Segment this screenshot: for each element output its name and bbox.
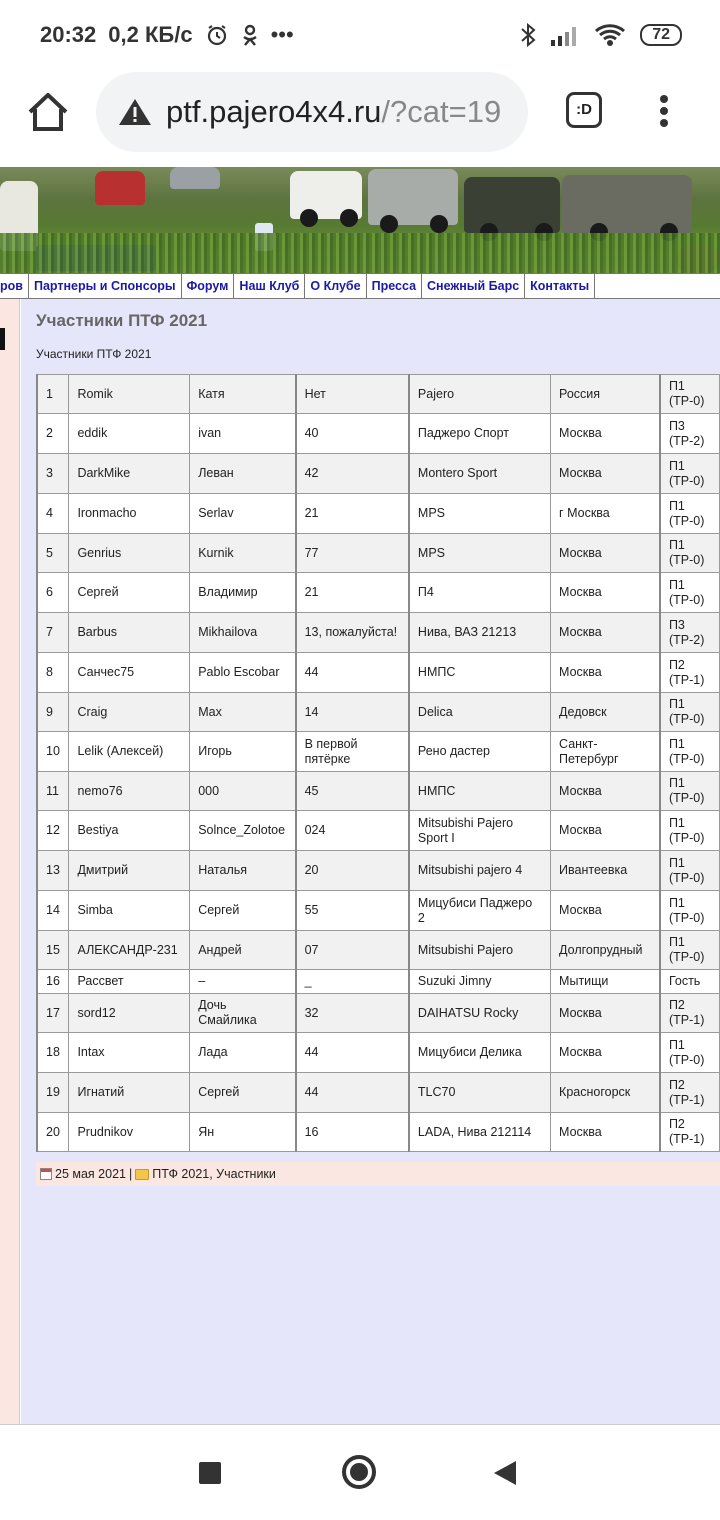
- nav-item-about[interactable]: О Клубе: [305, 274, 366, 298]
- cell-navigator: ivan: [190, 414, 296, 454]
- cell-number: 4: [37, 494, 69, 534]
- cell-city: Красногорск: [551, 1073, 660, 1113]
- android-nav-bar: [0, 1424, 720, 1520]
- table-row: [37, 811, 720, 851]
- cell-navigator: Pablo Escobar: [190, 653, 296, 693]
- cell-car: Паджеро Спорт: [409, 414, 551, 454]
- cell-nickname: Craig: [69, 693, 190, 732]
- table-row: [37, 970, 720, 994]
- table-row: [37, 891, 720, 931]
- cell-navigator: Сергей: [190, 891, 296, 931]
- cell-navigator: Дочь Смайлика: [190, 994, 296, 1033]
- site-banner-image: [0, 167, 720, 273]
- cell-city: Москва: [551, 811, 660, 851]
- table-row: [37, 732, 720, 772]
- table-row: [37, 1073, 720, 1113]
- url-domain: ptf.pajero4x4.ru: [166, 94, 382, 129]
- table-row: [37, 414, 720, 454]
- folder-icon: [135, 1169, 149, 1180]
- cell-car: Мицубиси Делика: [409, 1033, 551, 1073]
- cell-city: Москва: [551, 653, 660, 693]
- more-dots-icon: •••: [270, 22, 294, 47]
- table-row: [37, 1033, 720, 1073]
- cell-city: г Москва: [551, 494, 660, 534]
- cell-city: Москва: [551, 454, 660, 494]
- cell-number: 7: [37, 613, 69, 653]
- meta-separator: |: [128, 1167, 133, 1181]
- cell-car: LADA, Нива 212114: [409, 1113, 551, 1152]
- cell-race-number: 20: [296, 851, 409, 891]
- cell-race-number: 42: [296, 454, 409, 494]
- cell-navigator: Наталья: [190, 851, 296, 891]
- cell-class: П2 (ТР-1): [660, 1113, 720, 1152]
- page-subtitle: Участники ПТФ 2021: [36, 347, 152, 361]
- cell-city: Мытищи: [551, 970, 660, 994]
- status-speed: 0,2 КБ/с: [108, 22, 193, 47]
- table-row: [37, 454, 720, 494]
- cell-navigator: –: [190, 970, 296, 994]
- cell-navigator: Сергей: [190, 1073, 296, 1113]
- calendar-icon: [40, 1168, 52, 1180]
- cell-city: Москва: [551, 534, 660, 573]
- cell-nickname: Lelik (Алексей): [69, 732, 190, 772]
- cell-race-number: 40: [296, 414, 409, 454]
- cell-nickname: Ironmacho: [69, 494, 190, 534]
- table-row: [37, 693, 720, 732]
- cell-nickname: Сергей: [69, 573, 190, 613]
- cell-city: Санкт-Петербург: [551, 732, 660, 772]
- cell-navigator: Mikhailova: [190, 613, 296, 653]
- nav-item-snow-leopard[interactable]: Снежный Барс: [422, 274, 525, 298]
- cell-nickname: Рассвет: [69, 970, 190, 994]
- ok-icon: [241, 23, 259, 47]
- cell-nickname: Bestiya: [69, 811, 190, 851]
- cell-number: 1: [37, 375, 69, 414]
- url-path: /?cat=19: [381, 94, 502, 129]
- cell-car: НМПС: [409, 772, 551, 811]
- nav-item-partial[interactable]: ров: [0, 274, 29, 298]
- cell-race-number: 44: [296, 1073, 409, 1113]
- cell-nickname: Игнатий: [69, 1073, 190, 1113]
- cell-number: 13: [37, 851, 69, 891]
- status-bar: [0, 0, 720, 70]
- cell-car: НМПС: [409, 653, 551, 693]
- cell-nickname: sord12: [69, 994, 190, 1033]
- cell-car: Suzuki Jimny: [409, 970, 551, 994]
- cell-race-number: 44: [296, 653, 409, 693]
- cell-race-number: 44: [296, 1033, 409, 1073]
- cell-nickname: Дмитрий: [69, 851, 190, 891]
- cell-car: MPS: [409, 534, 551, 573]
- home-icon[interactable]: [26, 90, 70, 134]
- cell-race-number: _: [296, 970, 409, 994]
- home-circle-icon[interactable]: [342, 1455, 376, 1489]
- cell-class: П1 (ТР-0): [660, 494, 720, 534]
- table-row: [37, 851, 720, 891]
- cell-city: Москва: [551, 772, 660, 811]
- table-row: [37, 375, 720, 414]
- bluetooth-icon: [520, 22, 536, 48]
- left-sidebar-strip: [0, 299, 20, 1424]
- cell-car: Mitsubishi Pajero Sport I: [409, 811, 551, 851]
- url-text[interactable]: [166, 94, 501, 130]
- cell-number: 20: [37, 1113, 69, 1152]
- cell-race-number: 024: [296, 811, 409, 851]
- table-row: [37, 613, 720, 653]
- cell-class: П1 (ТР-0): [660, 811, 720, 851]
- address-bar[interactable]: [96, 72, 528, 152]
- cell-navigator: Ян: [190, 1113, 296, 1152]
- sidebar-marker: [0, 328, 5, 350]
- cell-city: Россия: [551, 375, 660, 414]
- cell-navigator: Solnce_Zolotoe: [190, 811, 296, 851]
- cell-class: П1 (ТР-0): [660, 851, 720, 891]
- cell-city: Москва: [551, 891, 660, 931]
- cell-navigator: Max: [190, 693, 296, 732]
- cell-class: П1 (ТР-0): [660, 454, 720, 494]
- cell-class: П1 (ТР-0): [660, 891, 720, 931]
- cell-class: П1 (ТР-0): [660, 573, 720, 613]
- browser-toolbar: [0, 70, 720, 166]
- cell-class: Гость: [660, 970, 720, 994]
- nav-item-partners[interactable]: Партнеры и Спонсоры: [29, 274, 182, 298]
- cell-race-number: В первой пятёрке: [296, 732, 409, 772]
- cell-city: Москва: [551, 613, 660, 653]
- cell-car: Рено дастер: [409, 732, 551, 772]
- cell-class: П2 (ТР-1): [660, 994, 720, 1033]
- cell-city: Москва: [551, 994, 660, 1033]
- cell-race-number: 21: [296, 494, 409, 534]
- cell-race-number: 32: [296, 994, 409, 1033]
- table-row: [37, 994, 720, 1033]
- nav-item-contacts[interactable]: Контакты: [525, 274, 595, 298]
- cell-nickname: nemo76: [69, 772, 190, 811]
- cell-nickname: Simba: [69, 891, 190, 931]
- cell-number: 8: [37, 653, 69, 693]
- cell-race-number: 45: [296, 772, 409, 811]
- post-categories[interactable]: ПТФ 2021, Участники: [152, 1167, 276, 1181]
- cell-number: 16: [37, 970, 69, 994]
- cell-class: П1 (ТР-0): [660, 693, 720, 732]
- main-content: [21, 299, 720, 1424]
- cell-race-number: Нет: [296, 375, 409, 414]
- cell-nickname: Prudnikov: [69, 1113, 190, 1152]
- cell-number: 14: [37, 891, 69, 931]
- cell-race-number: 07: [296, 931, 409, 970]
- cell-city: Москва: [551, 1033, 660, 1073]
- cell-car: Нива, ВАЗ 21213: [409, 613, 551, 653]
- nav-item-our-club[interactable]: Наш Клуб: [234, 274, 305, 298]
- post-date: 25 мая 2021: [55, 1167, 126, 1181]
- cell-class: П3 (ТР-2): [660, 414, 720, 454]
- cell-race-number: 14: [296, 693, 409, 732]
- site-nav-menu: [0, 273, 720, 299]
- cell-race-number: 13, пожалуйста!: [296, 613, 409, 653]
- table-row: [37, 1113, 720, 1152]
- warning-icon[interactable]: [118, 97, 152, 127]
- wifi-icon: [594, 23, 626, 47]
- cell-number: 2: [37, 414, 69, 454]
- cell-class: П2 (ТР-1): [660, 653, 720, 693]
- cell-number: 11: [37, 772, 69, 811]
- cell-nickname: Genrius: [69, 534, 190, 573]
- cell-navigator: Лада: [190, 1033, 296, 1073]
- signal-icon: [550, 24, 580, 46]
- cell-navigator: Игорь: [190, 732, 296, 772]
- cell-nickname: Barbus: [69, 613, 190, 653]
- table-row: [37, 534, 720, 573]
- cell-number: 3: [37, 454, 69, 494]
- cell-class: П1 (ТР-0): [660, 732, 720, 772]
- cell-race-number: 16: [296, 1113, 409, 1152]
- cell-number: 18: [37, 1033, 69, 1073]
- cell-navigator: Андрей: [190, 931, 296, 970]
- cell-car: Pajero: [409, 375, 551, 414]
- back-icon[interactable]: [494, 1461, 516, 1485]
- cell-car: Montero Sport: [409, 454, 551, 494]
- cell-city: Долгопрудный: [551, 931, 660, 970]
- cell-nickname: Romik: [69, 375, 190, 414]
- table-row: [37, 494, 720, 534]
- cell-race-number: 21: [296, 573, 409, 613]
- nav-item-forum[interactable]: Форум: [182, 274, 235, 298]
- table-row: [37, 772, 720, 811]
- cell-number: 10: [37, 732, 69, 772]
- cell-nickname: АЛЕКСАНДР-231: [69, 931, 190, 970]
- cell-navigator: Serlav: [190, 494, 296, 534]
- cell-car: Mitsubishi pajero 4: [409, 851, 551, 891]
- cell-nickname: Санчес75: [69, 653, 190, 693]
- nav-item-press[interactable]: Пресса: [367, 274, 422, 298]
- cell-class: П2 (ТР-1): [660, 1073, 720, 1113]
- cell-number: 9: [37, 693, 69, 732]
- alarm-icon: [205, 23, 229, 47]
- post-meta-bar: [36, 1162, 720, 1186]
- cell-race-number: 77: [296, 534, 409, 573]
- cell-car: TLC70: [409, 1073, 551, 1113]
- cell-car: Mitsubishi Pajero: [409, 931, 551, 970]
- cell-city: Ивантеевка: [551, 851, 660, 891]
- cell-class: П1 (ТР-0): [660, 534, 720, 573]
- cell-number: 17: [37, 994, 69, 1033]
- cell-class: П1 (ТР-0): [660, 1033, 720, 1073]
- tabs-button[interactable]: :D: [566, 92, 602, 128]
- cell-navigator: 000: [190, 772, 296, 811]
- cell-car: DAIHATSU Rocky: [409, 994, 551, 1033]
- status-time: 20:32: [40, 22, 97, 47]
- cell-number: 12: [37, 811, 69, 851]
- table-row: [37, 573, 720, 613]
- cell-city: Москва: [551, 573, 660, 613]
- cell-city: Москва: [551, 1113, 660, 1152]
- cell-number: 6: [37, 573, 69, 613]
- overflow-menu-icon[interactable]: [654, 92, 674, 132]
- participants-table: [36, 374, 720, 1152]
- cell-nickname: Intax: [69, 1033, 190, 1073]
- cell-navigator: Катя: [190, 375, 296, 414]
- cell-race-number: 55: [296, 891, 409, 931]
- cell-navigator: Kurnik: [190, 534, 296, 573]
- cell-navigator: Леван: [190, 454, 296, 494]
- recents-icon[interactable]: [199, 1462, 221, 1484]
- cell-car: П4: [409, 573, 551, 613]
- cell-city: Москва: [551, 414, 660, 454]
- cell-navigator: Владимир: [190, 573, 296, 613]
- cell-nickname: DarkMike: [69, 454, 190, 494]
- cell-car: MPS: [409, 494, 551, 534]
- cell-car: Мицубиси Паджеро 2: [409, 891, 551, 931]
- cell-number: 19: [37, 1073, 69, 1113]
- table-row: [37, 653, 720, 693]
- cell-number: 15: [37, 931, 69, 970]
- cell-number: 5: [37, 534, 69, 573]
- cell-car: Delica: [409, 693, 551, 732]
- cell-nickname: eddik: [69, 414, 190, 454]
- battery-indicator: 72: [640, 24, 682, 46]
- cell-class: П1 (ТР-0): [660, 772, 720, 811]
- cell-class: П3 (ТР-2): [660, 613, 720, 653]
- table-row: [37, 931, 720, 970]
- page-title[interactable]: Участники ПТФ 2021: [36, 311, 208, 330]
- cell-class: П1 (ТР-0): [660, 375, 720, 414]
- cell-class: П1 (ТР-0): [660, 931, 720, 970]
- cell-city: Дедовск: [551, 693, 660, 732]
